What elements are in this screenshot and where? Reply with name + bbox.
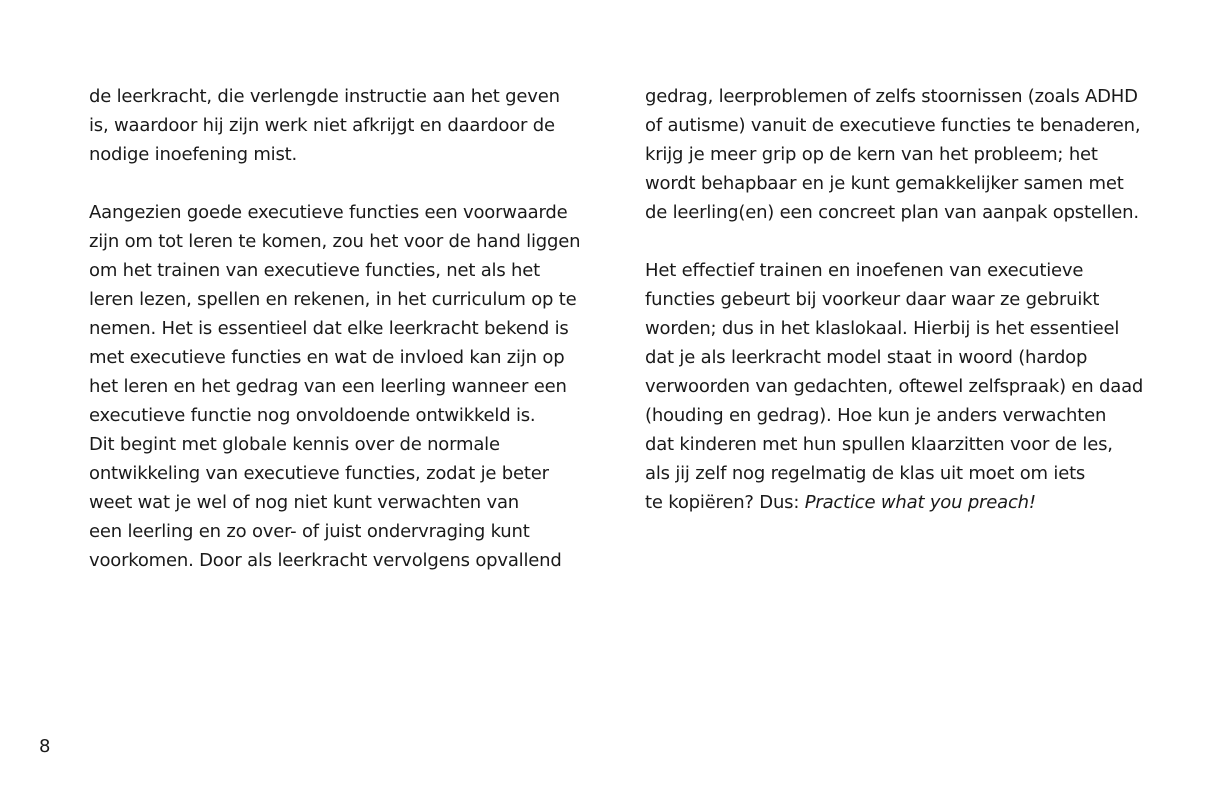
- text-line: met executieve functies en wat de invloed kan zijn op: [89, 347, 565, 368]
- paragraph-gap: [645, 227, 1155, 256]
- left-text-column: [89, 82, 599, 575]
- text-line: executieve functie nog onvoldoende ontwikkeld is.: [89, 405, 536, 426]
- paragraph-gap: [89, 169, 599, 198]
- text-line: Het effectief trainen en inoefenen van executieve: [645, 260, 1084, 281]
- text-line-final: [645, 488, 1155, 517]
- text-line: leren lezen, spellen en rekenen, in het curriculum op te: [89, 289, 577, 310]
- text-line: wordt behapbaar en je kunt gemakkelijker samen met: [645, 173, 1124, 194]
- text-line: gedrag, leerproblemen of zelfs stoornissen (zoals ADHD: [645, 86, 1138, 107]
- text-line: worden; dus in het klaslokaal. Hierbij is het essentieel: [645, 318, 1120, 339]
- text-line: om het trainen van executieve functies, net als het: [89, 260, 540, 281]
- text-line: ontwikkeling van executieve functies, zodat je beter: [89, 463, 549, 484]
- italic-quote: Practice what you preach!: [804, 492, 1036, 513]
- text-line: een leerling en zo over- of juist ondervraging kunt: [89, 521, 530, 542]
- right-text-column: [645, 82, 1155, 517]
- text-line: dat je als leerkracht model staat in woord (hardop: [645, 347, 1088, 368]
- paragraph: [89, 198, 599, 575]
- paragraph: [645, 82, 1155, 227]
- text-line: is, waardoor hij zijn werk niet afkrijgt en daardoor de: [89, 115, 555, 136]
- text-line: nodige inoefening mist.: [89, 144, 298, 165]
- text-line: zijn om tot leren te komen, zou het voor de hand liggen: [89, 231, 581, 252]
- text-line: de leerkracht, die verlengde instructie aan het geven: [89, 86, 560, 107]
- text-line-prefix: te kopiëren? Dus:: [645, 492, 805, 513]
- text-line: Dit begint met globale kennis over de normale: [89, 434, 500, 455]
- text-line: of autisme) vanuit de executieve functies te benaderen,: [645, 115, 1141, 136]
- text-line: verwoorden van gedachten, oftewel zelfspraak) en daad: [645, 376, 1144, 397]
- text-line: voorkomen. Door als leerkracht vervolgens opvallend: [89, 550, 562, 571]
- text-line: het leren en het gedrag van een leerling wanneer een: [89, 376, 567, 397]
- page-number: 8: [39, 736, 51, 757]
- text-line: de leerling(en) een concreet plan van aanpak opstellen.: [645, 202, 1139, 223]
- text-line: nemen. Het is essentieel dat elke leerkracht bekend is: [89, 318, 569, 339]
- paragraph: [645, 256, 1155, 517]
- text-line: krijg je meer grip op de kern van het probleem; het: [645, 144, 1098, 165]
- text-line: Aangezien goede executieve functies een voorwaarde: [89, 202, 568, 223]
- text-line: functies gebeurt bij voorkeur daar waar ze gebruikt: [645, 289, 1100, 310]
- text-line: weet wat je wel of nog niet kunt verwachten van: [89, 492, 520, 513]
- text-line: (houding en gedrag). Hoe kun je anders verwachten: [645, 405, 1107, 426]
- text-line: dat kinderen met hun spullen klaarzitten voor de les,: [645, 434, 1113, 455]
- paragraph: [89, 82, 599, 169]
- text-line: als jij zelf nog regelmatig de klas uit moet om iets: [645, 463, 1086, 484]
